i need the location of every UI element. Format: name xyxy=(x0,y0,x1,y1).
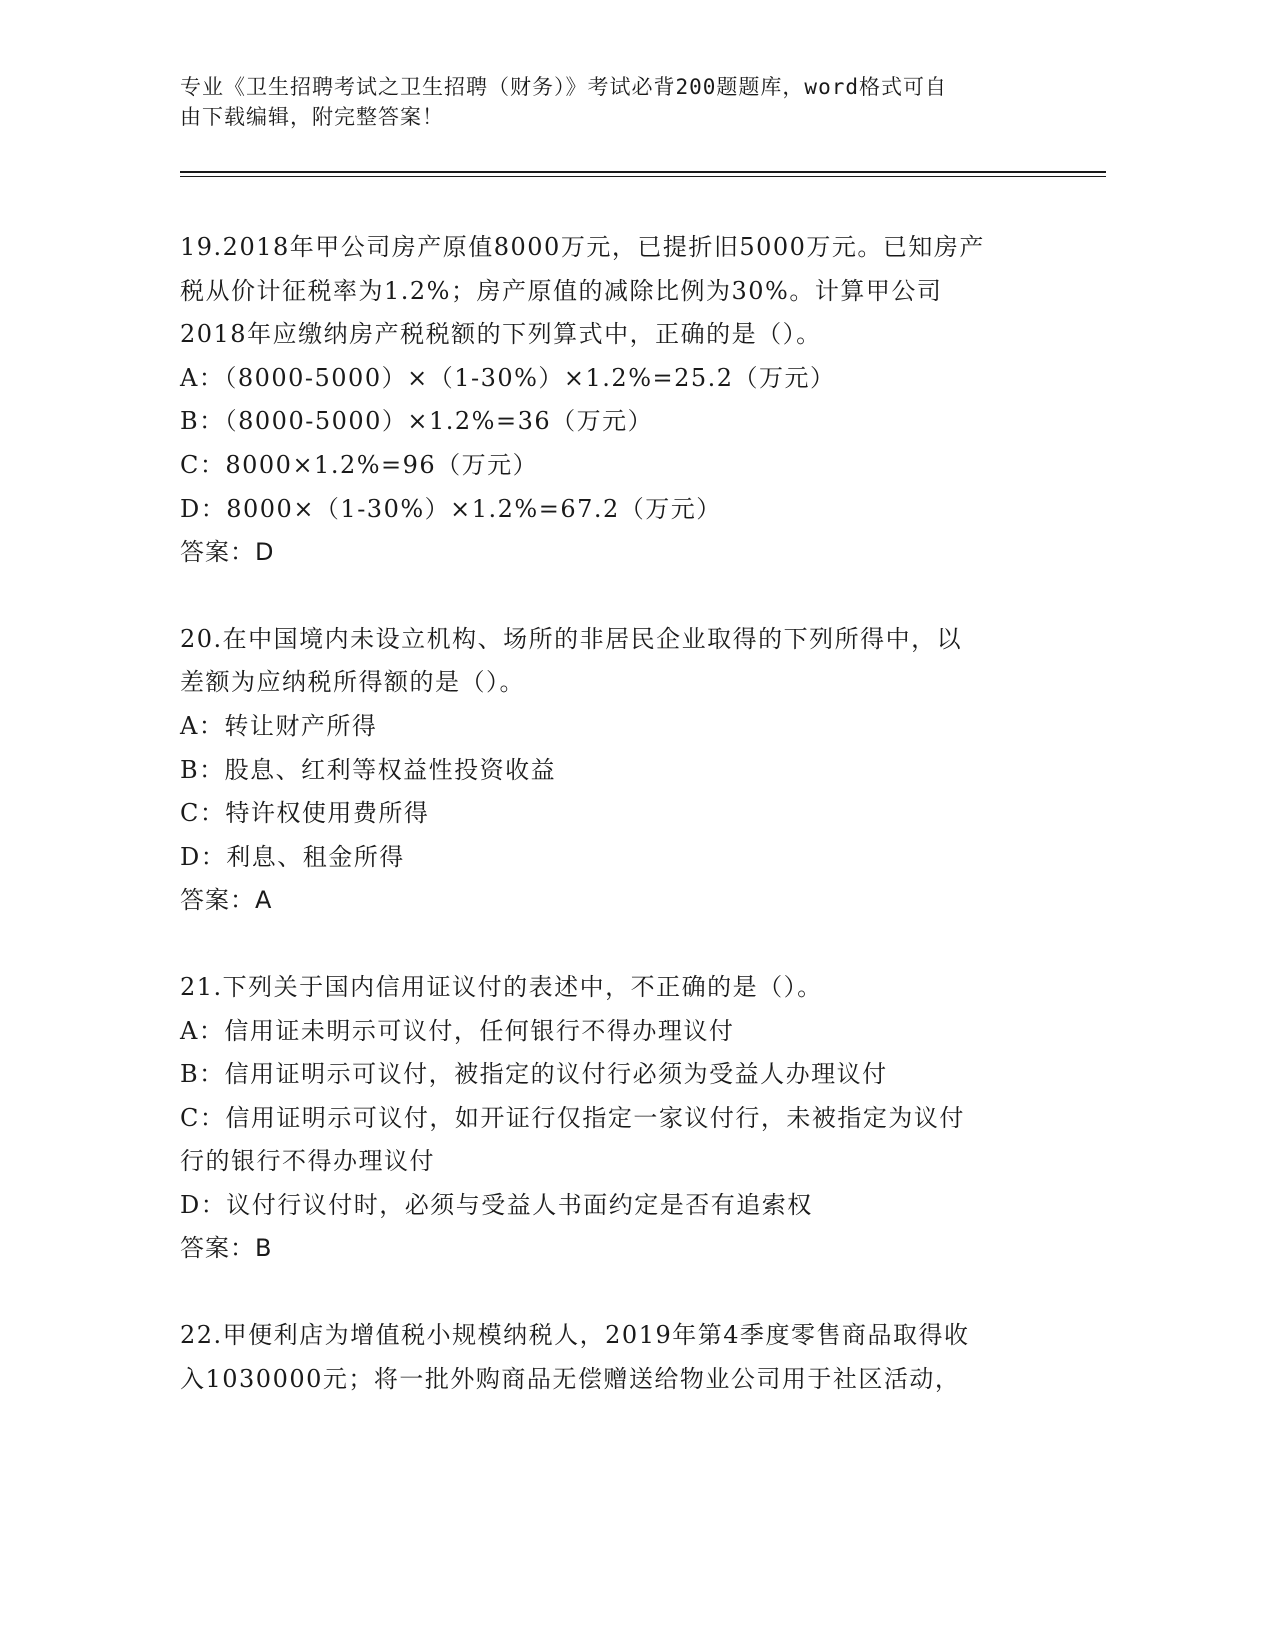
header-divider xyxy=(180,171,1106,173)
question-stem-line: 2018年应缴纳房产税税额的下列算式中，正确的是（）。 xyxy=(180,320,822,349)
header-divider-thin xyxy=(180,176,1106,177)
header-line: 专业《卫生招聘考试之卫生招聘（财务）》考试必背200题题库，word格式可自 xyxy=(180,75,947,99)
question-20 xyxy=(180,618,1060,923)
option-c: C：特许权使用费所得 xyxy=(180,799,430,828)
question-19 xyxy=(180,226,1060,575)
option-b: B：信用证明示可议付，被指定的议付行必须为受益人办理议付 xyxy=(180,1060,888,1089)
question-stem-line: 20.在中国境内未设立机构、场所的非居民企业取得的下列所得中，以 xyxy=(180,624,963,653)
question-stem-line: 入1030000元；将一批外购商品无偿赠送给物业公司用于社区活动， xyxy=(180,1364,961,1393)
option-b: B：（8000-5000）×1.2%=36（万元） xyxy=(180,407,654,436)
option-b: B：股息、红利等权益性投资收益 xyxy=(180,755,557,784)
option-d: D：8000×（1-30%）×1.2%=67.2（万元） xyxy=(180,494,722,523)
document-header xyxy=(180,72,1060,132)
option-a: A：转让财产所得 xyxy=(180,711,378,740)
question-22 xyxy=(180,1314,1060,1401)
answer-label: 答案：B xyxy=(180,1234,273,1263)
question-21 xyxy=(180,966,1060,1271)
header-line: 由下载编辑，附完整答案！ xyxy=(180,105,444,129)
option-c: C：信用证明示可议付，如开证行仅指定一家议付行，未被指定为议付 xyxy=(180,1103,965,1132)
option-d: D：利息、租金所得 xyxy=(180,842,405,871)
option-c: C：8000×1.2%=96（万元） xyxy=(180,450,539,479)
question-stem-line: 22.甲便利店为增值税小规模纳税人，2019年第4季度零售商品取得收 xyxy=(180,1321,970,1350)
option-c-continued: 行的银行不得办理议付 xyxy=(180,1147,435,1176)
answer-label: 答案：D xyxy=(180,538,275,567)
question-stem-line: 税从价计征税率为1.2%；房产原值的减除比例为30%。计算甲公司 xyxy=(180,276,943,305)
question-stem-line: 差额为应纳税所得额的是（）。 xyxy=(180,668,525,697)
question-stem-line: 21.下列关于国内信用证议付的表述中，不正确的是（）。 xyxy=(180,972,823,1001)
question-list xyxy=(180,226,1060,1444)
option-a: A：（8000-5000）×（1-30%）×1.2%=25.2（万元） xyxy=(180,363,836,392)
option-d: D：议付行议付时，必须与受益人书面约定是否有追索权 xyxy=(180,1190,813,1219)
option-a: A：信用证未明示可议付，任何银行不得办理议付 xyxy=(180,1016,735,1045)
question-stem-line: 19.2018年甲公司房产原值8000万元，已提折旧5000万元。已知房产 xyxy=(180,233,985,261)
answer-label: 答案：A xyxy=(180,886,273,915)
